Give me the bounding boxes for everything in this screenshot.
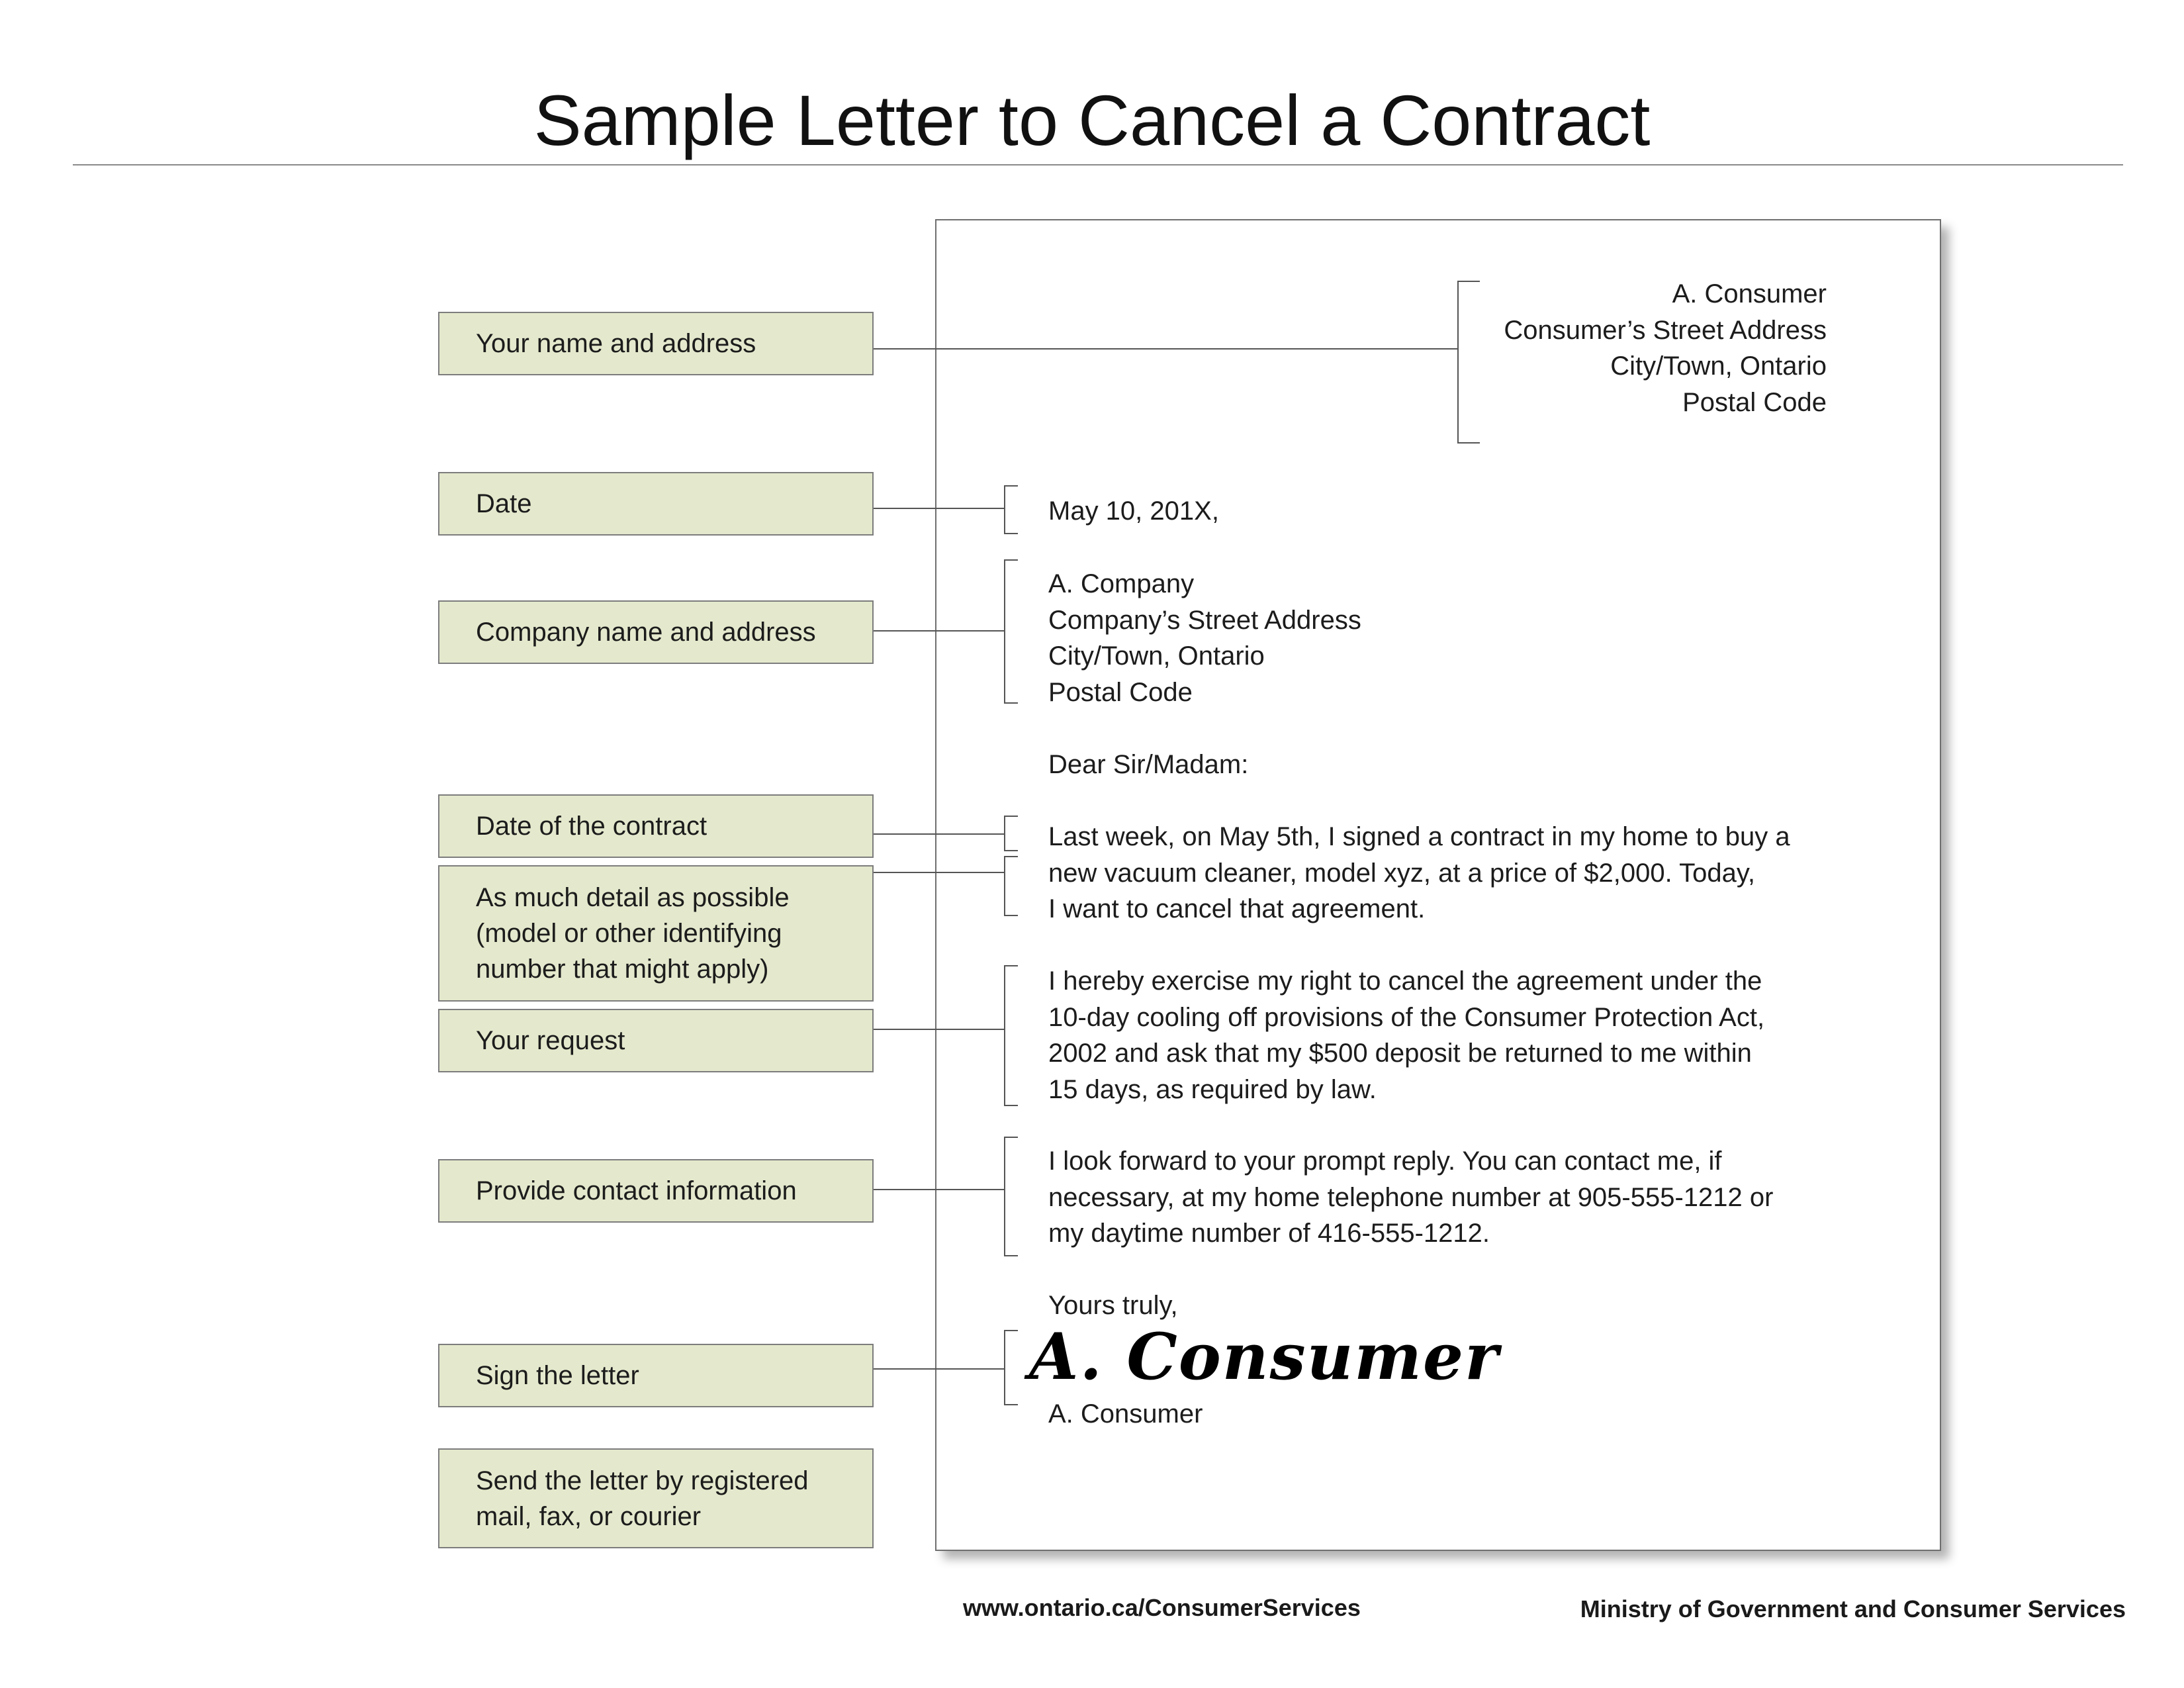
salutation: Dear Sir/Madam: [1048,750,1249,779]
callout-line: Send the letter by registered [476,1466,809,1495]
recipient-street: Company’s Street Address [1048,605,1361,635]
letter-date: May 10, 201X, [1048,496,1219,526]
paragraph-line: I look forward to your prompt reply. You can contact me, if [1048,1147,1722,1176]
callout-label: Date of the contract [476,812,707,841]
callout-label: Sign the letter [476,1361,639,1390]
page-title: Sample Letter to Cancel a Contract [533,80,1651,160]
recipient-city: City/Town, Ontario [1048,641,1265,671]
bracket-sender [1458,281,1480,443]
footer-ministry: Ministry of Government and Consumer Services [1580,1595,2126,1622]
recipient-postal: Postal Code [1048,677,1193,707]
closing: Yours truly, [1048,1291,1178,1320]
callout-label: Your name and address [476,329,756,358]
callout-line: As much detail as possible [476,883,790,912]
callout-line: mail, fax, or courier [476,1501,702,1531]
sender-city: City/Town, Ontario [1610,352,1827,381]
footer-url: www.ontario.ca/ConsumerServices [963,1594,1361,1621]
bracket-company [1005,560,1018,703]
callout-line: number that might apply) [476,955,769,984]
callout-label: Your request [476,1026,625,1055]
paragraph-line: 10-day cooling off provisions of the Consumer Protection Act, [1048,1002,1765,1032]
printed-name: A. Consumer [1048,1399,1203,1429]
signature: A. Consumer [1029,1319,1500,1394]
recipient-name: A. Company [1048,569,1195,598]
bracket-sign [1005,1331,1018,1405]
callout-label: Company name and address [476,618,816,647]
sender-postal: Postal Code [1682,387,1827,417]
paragraph-line: 2002 and ask that my $500 deposit be returned to me within [1048,1039,1752,1068]
callout-label: Provide contact information [476,1176,797,1205]
sender-street: Consumer’s Street Address [1504,315,1827,345]
sender-name: A. Consumer [1672,279,1827,308]
paragraph-line: new vacuum cleaner, model xyz, at a price of $2,000. Today, [1048,858,1756,888]
callout-label: Date [476,489,532,518]
paragraph-line: Last week, on May 5th, I signed a contract in my home to buy a [1048,822,1790,851]
paragraph-line: my daytime number of 416-555-1212. [1048,1219,1490,1248]
paragraph-line: 15 days, as required by law. [1048,1074,1377,1104]
bracket-contact [1005,1137,1018,1256]
paragraph-line: necessary, at my home telephone number at 905-555-1212 or [1048,1182,1774,1212]
paragraph-line: I hereby exercise my right to cancel the agreement under the [1048,966,1762,996]
callout-line: (model or other identifying [476,919,782,948]
bracket-detail [1005,857,1018,915]
bracket-contract-date [1005,816,1018,851]
paragraph-line: I want to cancel that agreement. [1048,894,1426,923]
bracket-date [1005,486,1018,534]
bracket-request [1005,966,1018,1105]
